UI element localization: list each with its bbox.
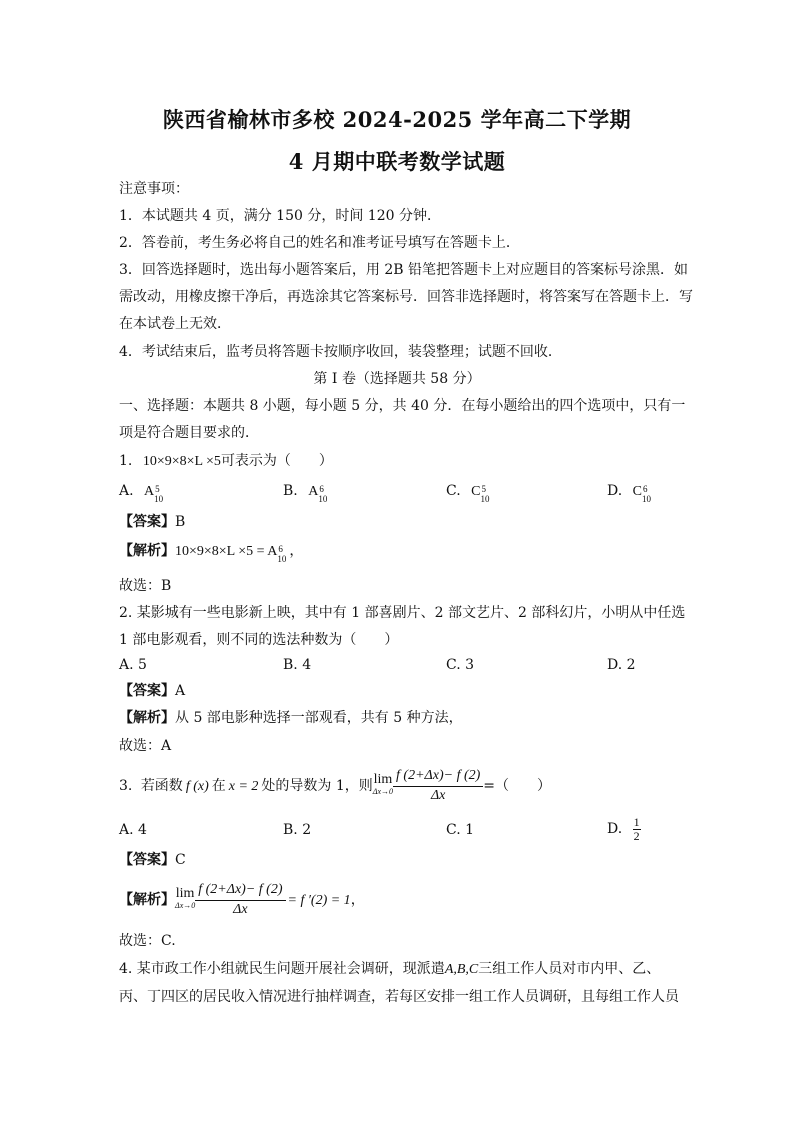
option-label: B. (283, 483, 298, 499)
group-labels: A,B,C (444, 962, 479, 977)
function-expression: f (x) (185, 779, 209, 794)
option-subscript: 10 (318, 494, 328, 504)
question-4-text: 4. 某市政工作小组就民生问题开展社会调研，现派遣 (119, 961, 445, 977)
limit-subscript: Δx→0 (175, 901, 196, 910)
fraction-numerator: f (2+Δx)− f (2) (393, 767, 483, 787)
notes-heading: 注意事项： (119, 181, 189, 197)
question-1-expression: 10×9×8×L ×5 (142, 454, 221, 469)
answer-value: C (175, 852, 186, 868)
limit-operator (373, 774, 393, 798)
q3-option-d (607, 814, 641, 844)
q1-conclusion: 故选：B (119, 578, 172, 594)
q3-analysis (119, 880, 691, 920)
limit-operator (175, 888, 195, 912)
option-superscript: 6 (319, 484, 324, 494)
question-1-stem (119, 452, 691, 471)
option-subscript: 10 (641, 494, 651, 504)
option-fraction (633, 816, 641, 843)
question-1-text: 可表示为（ ） (220, 453, 333, 469)
q1-answer (119, 513, 691, 531)
q1-analysis (119, 542, 691, 564)
q3-option-c: C. 1 (446, 822, 475, 838)
q2-option-d: D. 2 (607, 657, 636, 673)
q1-option-d (607, 482, 654, 504)
analysis-subscript: 10 (277, 554, 287, 564)
answer-tag: 【答案】 (119, 683, 175, 699)
analysis-tag: 【解析】 (119, 543, 175, 559)
q1-option-b (283, 482, 330, 504)
analysis-text: 从 5 部电影种选择一部观看，共有 5 种方法， (175, 710, 463, 726)
option-label: D. (607, 483, 623, 499)
q3-answer (119, 851, 691, 869)
question-3-tail: =（ ） (483, 778, 552, 794)
note-1: 1．本试题共 4 页，满分 150 分，时间 120 分钟． (119, 208, 441, 224)
section-instruction-b: 项是符合题目要求的． (119, 425, 259, 441)
question-number: 3. (119, 778, 133, 794)
question-3-text: 处的导数为 1，则 (261, 778, 373, 794)
difference-quotient (195, 881, 285, 919)
page-title: 陕西省榆林市多校 2024-2025 学年高二下学期 (162, 107, 632, 132)
fraction-numerator: f (2+Δx)− f (2) (195, 881, 285, 901)
analysis-punctuation: ， (289, 543, 304, 559)
fraction-denominator: 2 (633, 828, 640, 843)
condition-expression: x = 2 (228, 779, 259, 794)
analysis-expression: 10×9×8×L ×5 = A (175, 544, 278, 559)
fraction-denominator: Δx (430, 788, 446, 803)
answer-value: A (175, 683, 186, 699)
limit-subscript: Δx→0 (372, 787, 394, 796)
q2-option-b: B. 4 (283, 657, 312, 673)
answer-tag: 【答案】 (119, 514, 175, 530)
option-superscript: 6 (642, 484, 648, 494)
option-label: D. (607, 821, 623, 837)
q3-option-a: A. 4 (119, 822, 147, 838)
question-3-stem (119, 766, 691, 806)
analysis-punctuation: ， (350, 892, 365, 908)
q1-option-a (119, 482, 166, 504)
q2-conclusion: 故选：A (119, 738, 172, 754)
question-3-text: 在 (211, 778, 226, 794)
note-4: 4．考试结束后，监考员将答题卡按顺序收回，装袋整理；试题不回收． (119, 344, 562, 360)
option-subscript: 10 (480, 494, 490, 504)
option-superscript: 5 (481, 484, 486, 494)
analysis-tag: 【解析】 (119, 710, 175, 726)
part-heading: 第 I 卷（选择题共 58 分） (313, 371, 481, 387)
option-label: C. (446, 483, 461, 499)
analysis-tag: 【解析】 (119, 892, 175, 908)
q2-option-c: C. 3 (446, 657, 475, 673)
note-3-line-a: 3．回答选择题时，选出每小题答案后，用 2B 铅笔把答题卡上对应题目的答案标号涂黑．如 (119, 262, 689, 278)
section-instruction-a: 一、选择题：本题共 8 小题，每小题 5 分，共 40 分．在每小题给出的四个选项中，只有一 (119, 398, 686, 414)
q1-option-c (446, 482, 492, 504)
difference-quotient (393, 767, 483, 805)
option-symbol: C (632, 484, 642, 499)
q3-option-b: B. 2 (283, 822, 312, 838)
note-3-line-b: 需改动，用橡皮擦干净后，再选涂其它答案标号．回答非选择题时，将答案写在答题卡上．写 (119, 289, 693, 305)
q2-answer (119, 682, 691, 700)
limit-word: lim (373, 772, 393, 787)
page-subtitle: 4 月期中联考数学试题 (288, 149, 506, 174)
fraction-numerator: 1 (633, 814, 640, 829)
question-4-stem-a (119, 960, 691, 979)
question-4-text: 三组工作人员对市内甲、乙、 (478, 961, 661, 977)
question-number: 1. (119, 453, 133, 469)
q3-conclusion: 故选：C. (119, 933, 176, 949)
q2-analysis (119, 709, 691, 727)
option-symbol: C (471, 484, 481, 499)
question-4-stem-b: 丙、丁四区的居民收入情况进行抽样调查，若每区安排一组工作人员调研，且每组工作人员 (119, 989, 679, 1005)
answer-tag: 【答案】 (119, 852, 175, 868)
question-3-text: 若函数 (140, 778, 183, 794)
limit-word: lim (175, 886, 195, 901)
fraction-denominator: Δx (233, 902, 248, 917)
option-symbol: A (144, 484, 155, 499)
note-2: 2．答卷前，考生务必将自己的姓名和准考证号填写在答题卡上． (119, 235, 520, 251)
q2-option-a: A. 5 (119, 657, 147, 673)
option-symbol: A (308, 484, 319, 499)
analysis-superscript: 6 (278, 544, 283, 554)
question-2-stem-a: 2. 某影城有一些电影新上映，其中有 1 部喜剧片、2 部文艺片、2 部科幻片，小明从中任选 (119, 605, 686, 621)
option-label: A. (119, 483, 134, 499)
option-superscript: 5 (155, 484, 160, 494)
question-2-stem-b: 1 部电影观看，则不同的选法种数为（ ） (119, 632, 399, 648)
note-3-line-c: 在本试卷上无效． (119, 316, 231, 332)
answer-value: B (175, 514, 186, 530)
analysis-result: = f ′(2) = 1 (287, 893, 351, 908)
option-subscript: 10 (154, 494, 164, 504)
